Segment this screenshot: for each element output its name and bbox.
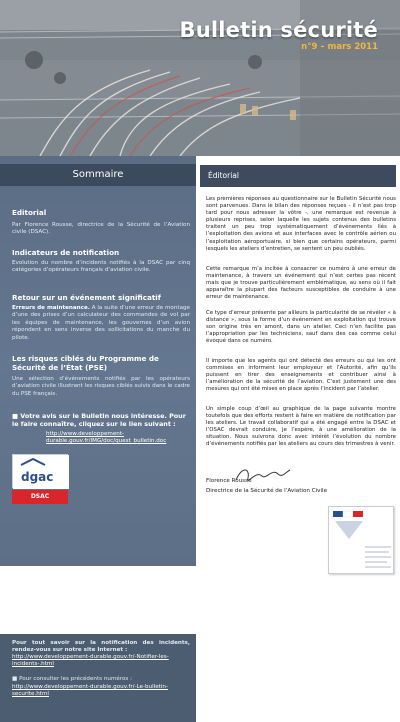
- toc-evenement-lead: Erreurs de maintenance.: [12, 305, 90, 311]
- signature-name: Florence Rousse: [206, 478, 252, 484]
- toc-pse-title[interactable]: Les risques ciblés du Programme de Sécurité de l’État (PSE): [12, 354, 159, 372]
- dgac-logo: [12, 454, 68, 488]
- ministry-logo-thumbnail: [328, 506, 394, 574]
- footer-link-1[interactable]: http://www.developpement-durable.gouv.fr/-Notifier-les-incidents-.html: [12, 654, 169, 668]
- toc-editorial-title[interactable]: Editorial: [12, 208, 47, 217]
- survey-text: ■ Votre avis sur le Bulletin nous intéresse. Pour le faire connaître, cliquez sur le lien suivant :: [12, 412, 186, 428]
- editorial-paragraph-4: Il importe que les agents qui ont détecté des erreurs ou qui les ont commises en informent leur employeur et l’Autorité, afin qu’ils puissent en tirer des enseignements et contribuer ainsi à l’amélioration de la sécurité de l’aviation. C’est justement une des mesures qui ont été mises en place après l’incident par l’atelier.: [206, 358, 396, 393]
- survey-link[interactable]: [46, 431, 186, 446]
- footer-notification-link[interactable]: [12, 654, 190, 669]
- editorial-paragraph-1: Les premières réponses au questionnaire sur le Bulletin Sécurité nous sont parvenues. Dans le bilan des réponses reçues - il n’est pas trop tard pour nous adresser la vôtre -, une remarque est revenue à plusieurs reprises, selon laquelle les sujets contenus des bulletins traitent un peu trop systématiquement d’événements liés à l’exploitation des avions et aux interfaces avec le contrôle aérien ou l’exploitation aéroportuaire, si bien que certains opérateurs, parmi lesquels les ateliers d’entretien, se sentent un peu oubliés.: [206, 196, 396, 252]
- footer-link-2[interactable]: http://www.developpement-durable.gouv.fr/-Le-bulletin-securite.html: [12, 684, 168, 698]
- editorial-paragraph-2: Cette remarque m’a incitée à consacrer ce numéro à une erreur de maintenance, à travers un événement qui n’est certes pas récent mais que je trouve particulièrement emblématique, au sens où il fait apparaître la plupart des facteurs susceptibles de conduire à une erreur de maintenance.: [206, 266, 396, 301]
- sidebar-footer: [0, 634, 196, 722]
- svg-text:dgac: dgac: [21, 470, 54, 484]
- survey-link-text[interactable]: http://www.developpement-durable.gouv.fr/IMG/doc/quest_bulletin.doc: [46, 431, 167, 445]
- logo-area: [12, 454, 82, 510]
- footer-notification-text: Pour tout savoir sur la notification des incidents, rendez-vous sur notre site Internet :: [12, 640, 190, 654]
- toc-evenement-body: A la suite d’une erreur de montage d’une des prises d’un calculateur des commandes de vol par les équipes de maintenance, les gouvernes d’un avion répondent en sens inverse des sollicitations du manche du pilote.: [12, 305, 190, 341]
- toc-pse-text: Une sélection d’événements notifiés par les opérateurs d’aviation civile illustrant les risques ciblés suivis dans le cadre du PSE français.: [12, 376, 190, 397]
- header-photo: [0, 0, 400, 156]
- toc-evenement-text: [12, 305, 190, 342]
- signature-role: Directrice de la Sécurité de l’Aviation Civile: [206, 488, 328, 494]
- handwritten-signature: [232, 462, 292, 488]
- sommaire-sidebar: [0, 156, 196, 698]
- thumbnail-lines: [329, 507, 395, 575]
- thumbnail-graphic: [335, 521, 363, 539]
- editorial-heading: Éditorial: [200, 165, 396, 187]
- toc-evenement-title[interactable]: Retour sur un événement significatif: [12, 293, 161, 302]
- editorial-column: [196, 156, 400, 566]
- editorial-paragraph-3: Ce type d’erreur présente par ailleurs la particularité de se révéler « à distance », sous la forme d’un événement en exploitation qui trouve son origine très en amont, dans un atelier. Ceci n’en facilite pas l’appropriation par les techniciens, sauf dans des cas comme celui évoqué dans ce numéro.: [206, 310, 396, 345]
- issue-number: n°9 – mars 2011: [301, 42, 378, 52]
- toc-editorial-text: Par Florence Rousse, directrice de la Sécurité de l’Aviation civile (DSAC).: [12, 222, 190, 236]
- toc-indicateurs-text: Evolution du nombre d’incidents notifiés à la DSAC par cinq catégories d’opérateurs français d’aviation civile.: [12, 260, 190, 274]
- sommaire-heading: Sommaire: [0, 164, 196, 186]
- bulletin-title: Bulletin sécurité: [179, 18, 378, 42]
- footer-previous-text: ■ Pour consulter les précédents numéros :: [12, 676, 133, 682]
- dgac-logo-mark: [13, 455, 69, 489]
- footer-previous-link[interactable]: [12, 684, 190, 699]
- editorial-paragraph-5: Un simple coup d’œil au graphique de la page suivante montre toutefois que des efforts restent à faire en matière de notification par les ateliers. Le travail collaboratif qui a été engagé entre la DSAC et l’OSAC devrait conduire, je l’espère, à une amélioration de la situation. Nous suivrons donc avec intérêt l’évolution du nombre d’événements notifiés par les ateliers au cours des trimestres à venir.: [206, 406, 396, 448]
- dsac-logo: DSAC: [12, 490, 68, 504]
- toc-indicateurs-title[interactable]: Indicateurs de notification: [12, 248, 120, 257]
